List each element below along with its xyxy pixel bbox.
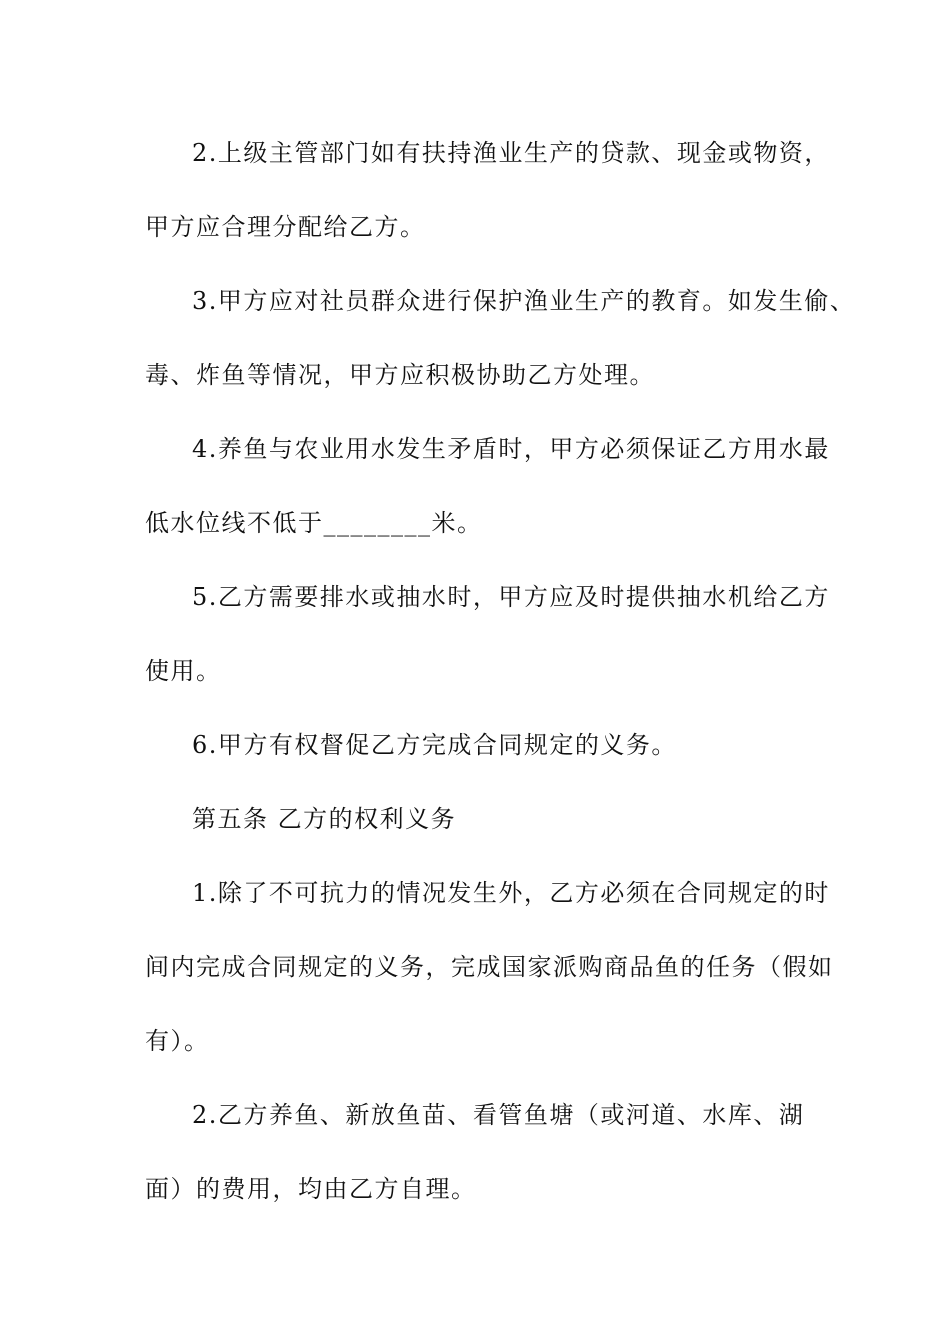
section-heading: 第五条 乙方的权利义务 xyxy=(192,805,457,833)
paragraph-line: 甲方应合理分配给乙方。 xyxy=(145,213,426,241)
paragraph-line: 4.养鱼与农业用水发生矛盾时，甲方必须保证乙方用水最 xyxy=(192,435,830,463)
paragraph-line: 5.乙方需要排水或抽水时，甲方应及时提供抽水机给乙方 xyxy=(192,583,830,611)
paragraph-line: 6.甲方有权督促乙方完成合同规定的义务。 xyxy=(192,731,677,759)
paragraph-line: 毒、炸鱼等情况，甲方应积极协助乙方处理。 xyxy=(145,361,655,389)
paragraph-line: 低水位线不低于________米。 xyxy=(145,509,483,537)
paragraph-line: 2.乙方养鱼、新放鱼苗、看管鱼塘（或河道、水库、湖 xyxy=(192,1101,805,1129)
paragraph-line: 2.上级主管部门如有扶持渔业生产的贷款、现金或物资， xyxy=(192,139,830,167)
paragraph-line: 面）的费用，均由乙方自理。 xyxy=(145,1175,477,1203)
paragraph-line: 间内完成合同规定的义务，完成国家派购商品鱼的任务（假如 xyxy=(145,953,834,981)
paragraph-line: 有）。 xyxy=(145,1027,210,1055)
paragraph-line: 3.甲方应对社员群众进行保护渔业生产的教育。如发生偷、 xyxy=(192,287,856,315)
paragraph-line: 使用。 xyxy=(145,657,222,685)
paragraph-line: 1.除了不可抗力的情况发生外，乙方必须在合同规定的时 xyxy=(192,879,830,907)
